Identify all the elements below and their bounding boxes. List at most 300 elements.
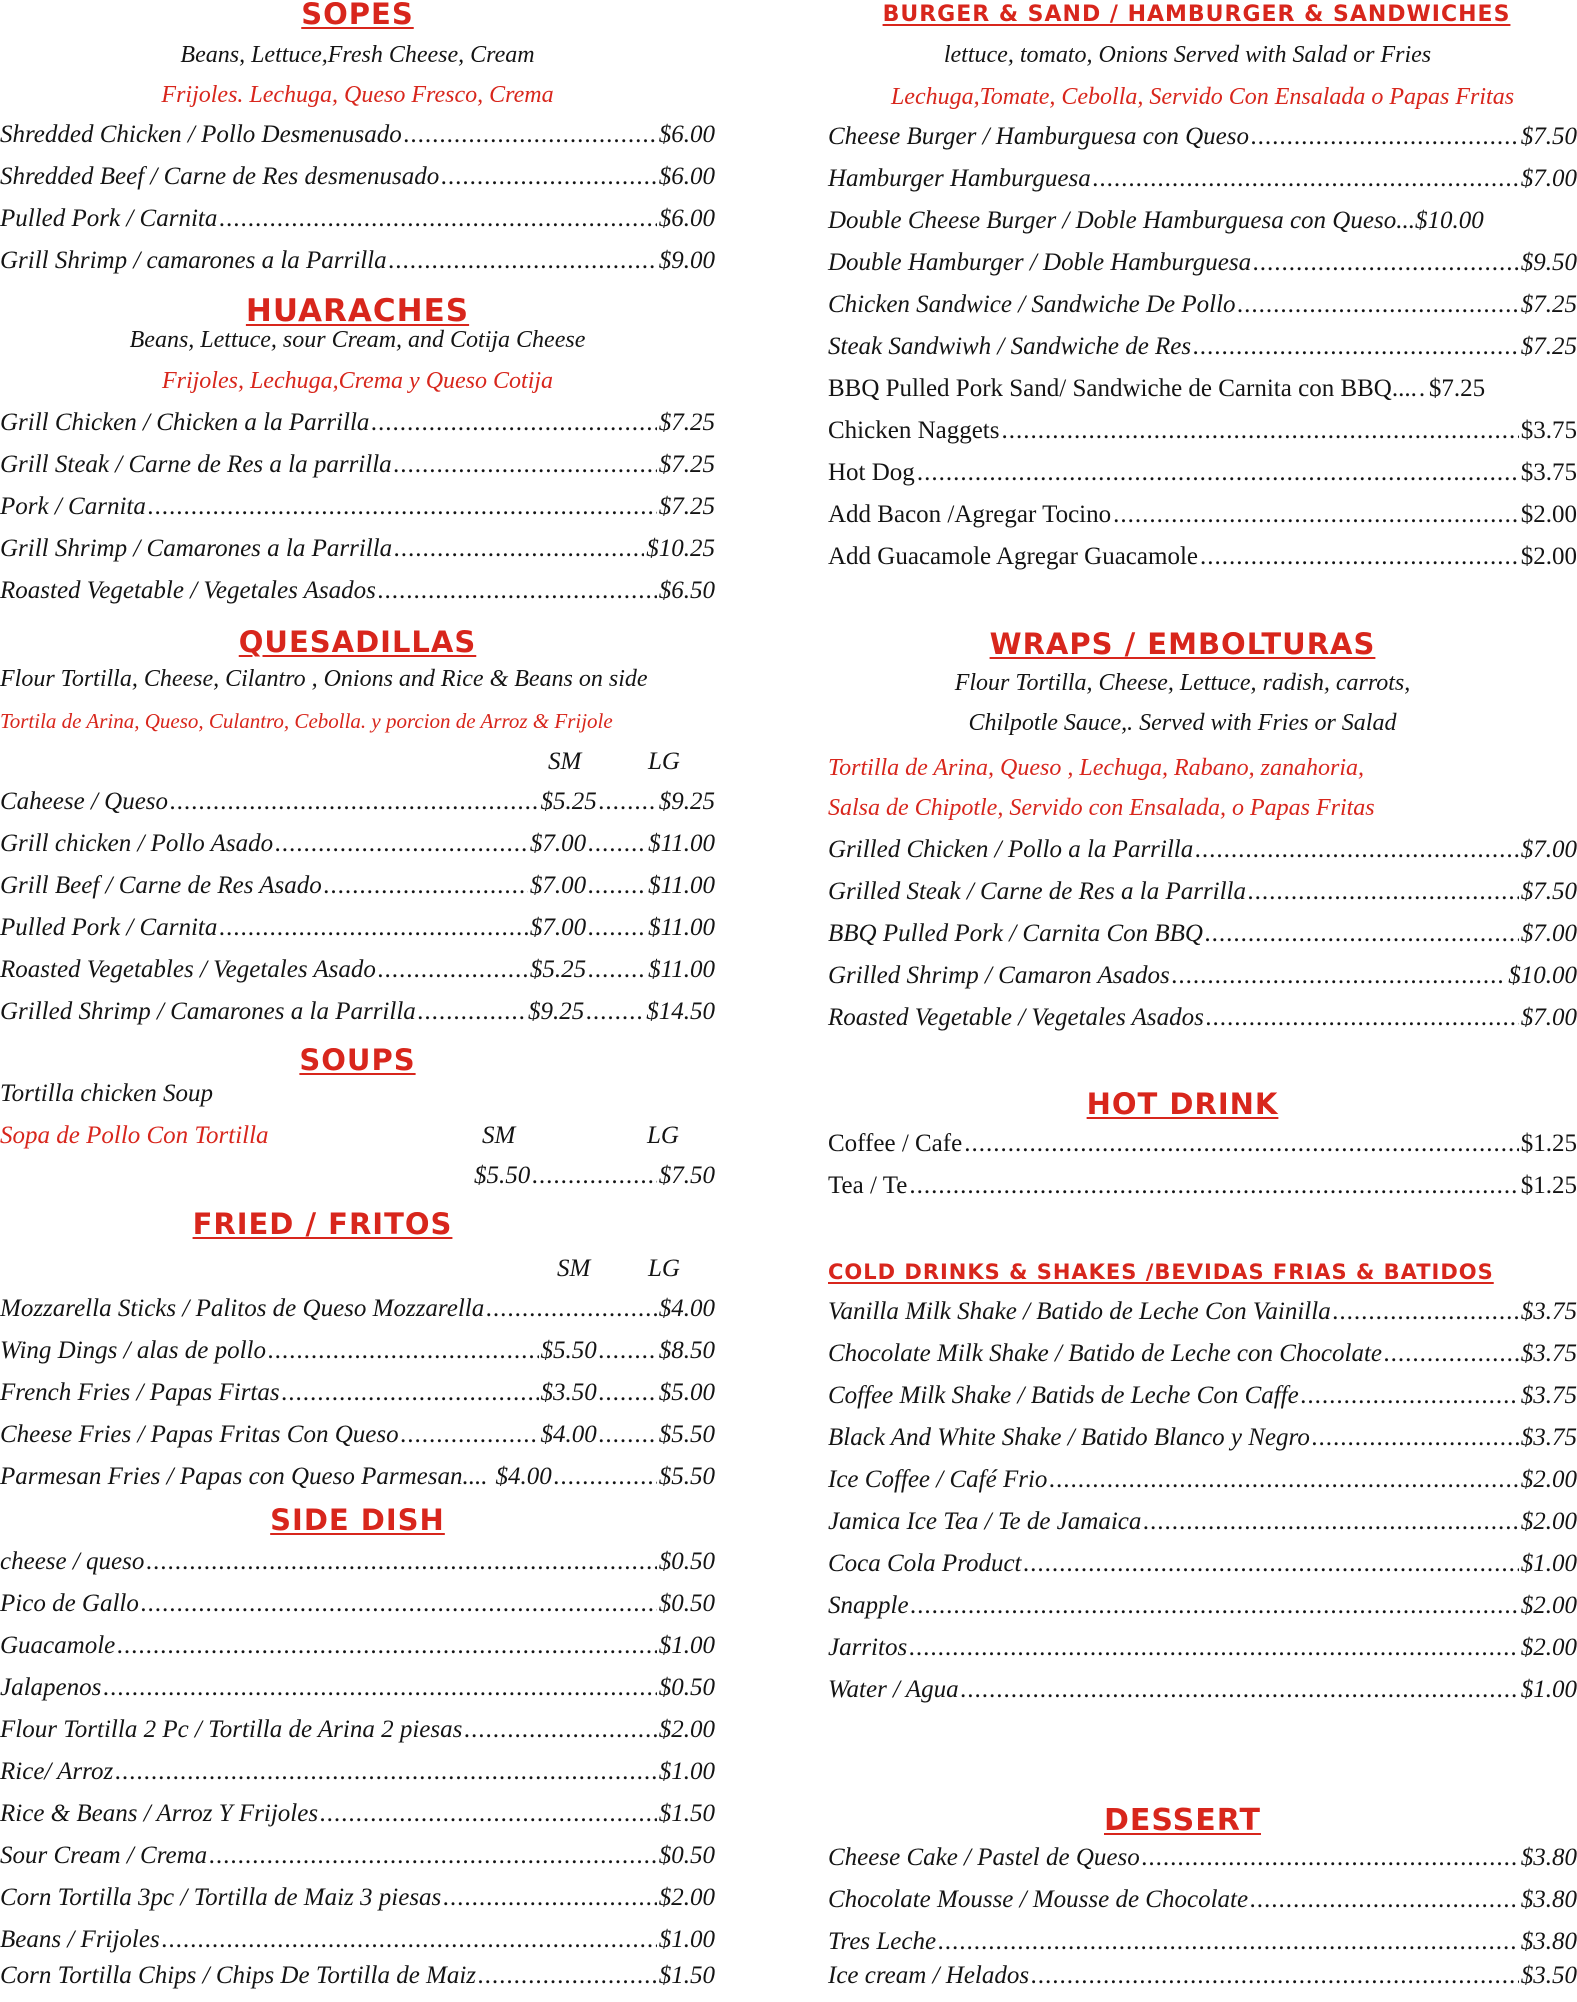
item-name: Grill Chicken / Chicken a la Parrilla: [0, 409, 370, 436]
leader-dots: [554, 1463, 657, 1491]
item-name: Caheese / Queso: [0, 788, 169, 815]
item-price-sm: $5.50: [540, 1337, 597, 1364]
item-name: Ice cream / Helados: [828, 1962, 1030, 1989]
item-name: Chicken Sandwice / Sandwiche De Pollo: [828, 291, 1236, 318]
section-heading-fried: FRIED / FRITOS: [192, 1207, 453, 1241]
item-name: Corn Tortilla 3pc / Tortilla de Maiz 3 piesas: [0, 1884, 442, 1911]
item-price: $10.00: [1508, 962, 1577, 989]
menu-item: [828, 836, 1577, 876]
item-price-sm: $4.00: [540, 1421, 597, 1448]
item-name: Add Bacon /Agregar Tocino: [828, 501, 1112, 528]
leader-dots: [219, 205, 656, 233]
item-price: $2.00: [1520, 1592, 1577, 1619]
menu-item: [0, 205, 715, 245]
menu-item: [828, 417, 1577, 457]
leader-dots: [588, 830, 646, 858]
size-header-lg: LG: [647, 1122, 679, 1149]
leader-dots: [146, 1548, 656, 1576]
item-name: Hot Dog: [828, 459, 915, 486]
leader-dots: [1143, 1508, 1518, 1536]
menu-item: [828, 375, 1577, 415]
item-price-lg: $5.50: [658, 1463, 715, 1490]
item-name: Grill Beef / Carne de Res Asado: [0, 872, 322, 899]
leader-dots: [404, 121, 657, 149]
leader-dots: [917, 459, 1519, 487]
menu-item: [828, 962, 1577, 1002]
leader-dots: [938, 1928, 1519, 1956]
menu-item: [0, 1421, 715, 1461]
size-header-lg: LG: [648, 748, 680, 775]
leader-dots: [1200, 543, 1519, 571]
menu-item: [828, 1886, 1577, 1926]
menu-item: [0, 1379, 715, 1419]
leader-dots: [324, 872, 528, 900]
size-header-sm: SM: [548, 748, 582, 775]
menu-item: [0, 535, 715, 575]
leader-dots: [1384, 1340, 1519, 1368]
leader-dots: [1142, 1844, 1519, 1872]
item-name: Mozzarella Sticks / Palitos de Queso Mozzarella: [0, 1295, 485, 1322]
item-price: $3.75: [1520, 1424, 1577, 1451]
item-price: $1.00: [658, 1926, 715, 1953]
menu-item: [0, 872, 715, 912]
section-heading-side-dish: SIDE DISH: [270, 1503, 445, 1537]
leader-dots: [1195, 836, 1519, 864]
huaraches-desc-es: Frijoles, Lechuga,Crema y Queso Cotija: [161, 368, 554, 394]
menu-item: [828, 1298, 1577, 1338]
item-price: $7.00: [1520, 836, 1577, 863]
item-price-sm: $7.00: [529, 914, 587, 941]
burgers-desc-es: Lechuga,Tomate, Cebolla, Servido Con Ensalada o Papas Fritas: [890, 84, 1515, 110]
item-price: $1.50: [658, 1962, 715, 1989]
leader-dots: [282, 1379, 539, 1407]
item-name: Coffee / Cafe: [828, 1130, 963, 1157]
leader-dots: [586, 998, 644, 1026]
leader-dots: [588, 914, 646, 942]
item-price: $0.50: [658, 1548, 715, 1575]
item-price: $7.25: [1520, 333, 1577, 360]
item-price-sm: $3.50: [540, 1379, 597, 1406]
leader-dots: [532, 1162, 657, 1190]
burgers-desc-en: lettuce, tomato, Onions Served with Salad or Fries: [943, 42, 1432, 68]
leader-dots: [1419, 375, 1427, 403]
item-name: Jamica Ice Tea / Te de Jamaica: [828, 1508, 1142, 1535]
section-heading-quesadillas: QUESADILLAS: [238, 625, 477, 659]
leader-dots: [394, 535, 644, 563]
item-name: Grill chicken / Pollo Asado: [0, 830, 274, 857]
item-price-lg: $5.50: [658, 1421, 715, 1448]
leader-dots: [170, 788, 538, 816]
menu-item: [828, 1004, 1577, 1044]
item-price: $3.75: [1520, 1382, 1577, 1409]
item-name: Tea / Te: [828, 1172, 908, 1199]
item-price: $3.75: [1520, 417, 1577, 444]
leader-dots: [209, 1842, 657, 1870]
leader-dots: [148, 493, 657, 521]
leader-dots: [1251, 123, 1519, 151]
item-name: Wing Dings / alas de pollo: [0, 1337, 266, 1364]
leader-dots: [964, 1130, 1519, 1158]
menu-item: [828, 291, 1577, 331]
item-price: $7.50: [1520, 123, 1577, 150]
item-price: $0.50: [658, 1590, 715, 1617]
leader-dots: [588, 872, 646, 900]
item-price: $6.00: [658, 205, 715, 232]
menu-item: [0, 998, 715, 1038]
item-name: Shredded Chicken / Pollo Desmenusado: [0, 121, 402, 148]
menu-item: [828, 1634, 1577, 1674]
leader-dots: [117, 1632, 657, 1660]
menu-item: [0, 1758, 715, 1798]
leader-dots: [599, 788, 657, 816]
item-price-lg: $11.00: [648, 830, 715, 857]
item-name: Cheese Cake / Pastel de Queso: [828, 1844, 1140, 1871]
item-price: $2.00: [1520, 501, 1577, 528]
item-name: BBQ Pulled Pork / Carnita Con BBQ: [828, 920, 1203, 947]
leader-dots: [320, 1800, 657, 1828]
item-price-lg: $11.00: [648, 872, 715, 899]
menu-item: [0, 1800, 715, 1840]
sopes-desc-en: Beans, Lettuce,Fresh Cheese, Cream: [180, 42, 535, 68]
menu-item: [828, 459, 1577, 499]
item-price: $2.00: [1520, 543, 1577, 570]
item-name: Parmesan Fries / Papas con Queso Parmesan....: [0, 1463, 488, 1490]
section-heading-hot-drink: HOT DRINK: [1086, 1087, 1279, 1121]
item-name: Sour Cream / Crema: [0, 1842, 208, 1869]
size-header-sm: SM: [557, 1255, 591, 1282]
item-price: $7.00: [1520, 920, 1577, 947]
leader-dots: [162, 1926, 657, 1954]
item-price-lg: $8.50: [658, 1337, 715, 1364]
item-price: $0.50: [658, 1674, 715, 1701]
item-price: $10.00: [1414, 207, 1484, 234]
leader-dots: [1238, 291, 1519, 319]
leader-dots: [478, 1962, 657, 1990]
leader-dots: [1049, 1466, 1518, 1494]
item-price: $7.50: [1520, 878, 1577, 905]
menu-item: [0, 1884, 715, 1924]
sopes-desc-es: Frijoles. Lechuga, Queso Fresco, Crema: [161, 82, 554, 108]
item-price: $3.80: [1520, 1886, 1577, 1913]
menu-item: [828, 920, 1577, 960]
item-price: $10.25: [646, 535, 715, 562]
item-price: $3.75: [1520, 1298, 1577, 1325]
item-price: $3.80: [1520, 1928, 1577, 1955]
wraps-desc-es-1: Tortilla de Arina, Queso , Lechuga, Rabano, zanahoria,: [828, 755, 1365, 781]
section-heading-cold-drinks: COLD DRINKS & SHAKES /BEVIDAS FRIAS & BATIDOS: [828, 1260, 1494, 1284]
menu-item: [828, 123, 1577, 163]
item-price: $1.00: [1520, 1676, 1577, 1703]
soup-name-es: Sopa de Pollo Con Tortilla: [0, 1122, 269, 1149]
item-name: Water / Agua: [828, 1676, 959, 1703]
item-name: Roasted Vegetables / Vegetales Asado: [0, 956, 376, 983]
quesadillas-desc-en: Flour Tortilla, Cheese, Cilantro , Onions and Rice & Beans on side: [0, 666, 648, 692]
item-name: Grilled Shrimp / Camaron Asados: [828, 962, 1170, 989]
menu-item: [0, 409, 715, 449]
section-heading-dessert: DESSERT: [1104, 1803, 1261, 1838]
leader-dots: [599, 1379, 657, 1407]
menu-item: [0, 788, 715, 828]
item-name: BBQ Pulled Pork Sand/ Sandwiche de Carnita con BBQ....: [828, 375, 1417, 402]
leader-dots: [268, 1337, 539, 1365]
item-name: Grilled Steak / Carne de Res a la Parrilla: [828, 878, 1247, 905]
item-name: Grill Shrimp / Camarones a la Parrilla: [0, 535, 393, 562]
item-name: Pulled Pork / Carnita: [0, 914, 218, 941]
item-name: Coffee Milk Shake / Batids de Leche Con Caffe: [828, 1382, 1299, 1409]
item-price-lg: $7.50: [658, 1162, 715, 1189]
menu-item: [0, 247, 715, 287]
item-price-lg: $11.00: [648, 956, 715, 983]
item-name: Add Guacamole Agregar Guacamole: [828, 543, 1198, 570]
huaraches-desc-en: Beans, Lettuce, sour Cream, and Cotija Cheese: [129, 327, 586, 353]
item-price: $1.00: [658, 1758, 715, 1785]
item-name: Grill Steak / Carne de Res a la parrilla: [0, 451, 392, 478]
size-header-sm: SM: [482, 1122, 516, 1149]
menu-item: [828, 543, 1577, 583]
item-name: Double Cheese Burger / Doble Hamburguesa con Queso...: [828, 207, 1415, 234]
item-price-sm: $5.25: [529, 956, 587, 983]
item-name: Guacamole: [0, 1632, 116, 1659]
leader-dots: [378, 577, 657, 605]
menu-item: [0, 121, 715, 161]
leader-dots: [1193, 333, 1519, 361]
item-name: Flour Tortilla 2 Pc / Tortilla de Arina 2 piesas: [0, 1716, 463, 1743]
section-heading-burgers: BURGER & SAND / HAMBURGER & SANDWICHES: [882, 2, 1511, 27]
wraps-desc-es-2: Salsa de Chipotle, Servido con Ensalada, o Papas Fritas: [828, 795, 1375, 821]
item-name: Rice/ Arroz: [0, 1758, 114, 1785]
menu-item: [0, 1926, 715, 1966]
section-heading-sopes: SOPES: [301, 0, 414, 31]
leader-dots: [1031, 1962, 1519, 1990]
leader-dots: [1253, 249, 1519, 277]
item-price-lg: $4.00: [658, 1295, 715, 1322]
item-price: $7.25: [658, 493, 715, 520]
leader-dots: [1301, 1382, 1519, 1410]
item-price: $7.00: [1520, 165, 1577, 192]
menu-item: [828, 878, 1577, 918]
menu-item: [828, 1962, 1577, 2002]
item-name: Vanilla Milk Shake / Batido de Leche Con Vainilla: [828, 1298, 1331, 1325]
item-price: $1.00: [658, 1632, 715, 1659]
leader-dots: [389, 247, 657, 275]
leader-dots: [418, 998, 526, 1026]
wraps-desc-en-1: Flour Tortilla, Cheese, Lettuce, radish, carrots,: [954, 670, 1411, 696]
item-price-lg: $5.00: [658, 1379, 715, 1406]
item-name: cheese / queso: [0, 1548, 145, 1575]
item-name: Hamburger Hamburguesa: [828, 165, 1091, 192]
menu-item: [0, 956, 715, 996]
leader-dots: [103, 1674, 656, 1702]
item-price: $2.00: [1520, 1466, 1577, 1493]
leader-dots: [1024, 1550, 1519, 1578]
leader-dots: [1001, 417, 1518, 445]
menu-item: [0, 451, 715, 491]
item-name: Pork / Carnita: [0, 493, 146, 520]
size-header-lg: LG: [648, 1255, 680, 1282]
item-name: Jarritos: [828, 1634, 908, 1661]
item-name: Cheese Fries / Papas Fritas Con Queso: [0, 1421, 399, 1448]
leader-dots: [1205, 920, 1519, 948]
item-price: $3.50: [1520, 1962, 1577, 1989]
leader-dots: [599, 1421, 657, 1449]
menu-item: [828, 207, 1577, 247]
item-name: Roasted Vegetable / Vegetales Asados: [0, 577, 376, 604]
item-price: $6.50: [658, 577, 715, 604]
menu-item: [0, 1716, 715, 1756]
item-price: $7.25: [1520, 291, 1577, 318]
soup-name-en: Tortilla chicken Soup: [0, 1080, 213, 1107]
item-name: Chicken Naggets: [828, 417, 1000, 444]
menu-item: [828, 1592, 1577, 1632]
item-price: $1.25: [1520, 1130, 1577, 1157]
item-name: Grilled Shrimp / Camarones a la Parrilla: [0, 998, 416, 1025]
leader-dots: [1248, 878, 1519, 906]
menu-item: [828, 1676, 1577, 1716]
item-name: Chocolate Mousse / Mousse de Chocolate: [828, 1886, 1249, 1913]
item-name: Ice Coffee / Café Frio: [828, 1466, 1048, 1493]
item-price: $3.75: [1520, 459, 1577, 486]
item-price: $2.00: [658, 1716, 715, 1743]
menu-item: [828, 165, 1577, 205]
item-price-sm: $9.25: [528, 998, 585, 1025]
leader-dots: [909, 1172, 1518, 1200]
item-price-lg: $14.50: [646, 998, 715, 1025]
item-price-sm: $7.00: [529, 830, 587, 857]
item-price: $7.25: [658, 451, 715, 478]
leader-dots: [441, 163, 657, 191]
menu-item: [828, 333, 1577, 373]
leader-dots: [909, 1634, 1519, 1662]
item-price-sm: $5.25: [540, 788, 597, 815]
leader-dots: [401, 1421, 539, 1449]
item-name: Pulled Pork / Carnita: [0, 205, 218, 232]
leader-dots: [588, 956, 646, 984]
leader-dots: [115, 1758, 657, 1786]
leader-dots: [378, 956, 528, 984]
menu-item: [828, 1466, 1577, 1506]
item-name: Pico de Gallo: [0, 1590, 139, 1617]
item-name: Shredded Beef / Carne de Res desmenusado: [0, 163, 440, 190]
menu-item: [0, 1842, 715, 1882]
item-price: $7.25: [1428, 375, 1486, 402]
item-name: Double Hamburger / Doble Hamburguesa: [828, 249, 1252, 276]
menu-item: [828, 1424, 1577, 1464]
menu-item: [828, 1382, 1577, 1422]
item-price-sm: $7.00: [529, 872, 587, 899]
leader-dots: [1250, 1886, 1519, 1914]
leader-dots: [1113, 501, 1519, 529]
leader-dots: [443, 1884, 656, 1912]
item-name: Grilled Chicken / Pollo a la Parrilla: [828, 836, 1194, 863]
item-price-lg: $9.25: [658, 788, 715, 815]
item-price: $3.75: [1520, 1340, 1577, 1367]
leader-dots: [275, 830, 528, 858]
leader-dots: [961, 1676, 1519, 1704]
item-name: Grill Shrimp / camarones a la Parrilla: [0, 247, 387, 274]
menu-item: [828, 1172, 1577, 1212]
item-price: $7.00: [1520, 1004, 1577, 1031]
item-price: $2.00: [1520, 1634, 1577, 1661]
item-name: Steak Sandwiwh / Sandwiche de Res: [828, 333, 1192, 360]
item-price: $1.25: [1520, 1172, 1577, 1199]
item-price: $9.00: [658, 247, 715, 274]
leader-dots: [1172, 962, 1507, 990]
menu-item: [0, 577, 715, 617]
leader-dots: [1312, 1424, 1519, 1452]
menu-item: [828, 1340, 1577, 1380]
menu-item: [828, 1844, 1577, 1884]
leader-dots: [141, 1590, 657, 1618]
item-name: Tres Leche: [828, 1928, 937, 1955]
menu-item: [0, 1674, 715, 1714]
item-price-lg: $11.00: [648, 914, 715, 941]
quesadillas-desc-es: Tortila de Arina, Queso, Culantro, Cebolla. y porcion de Arroz & Frijole: [0, 709, 613, 733]
menu-item: [0, 1548, 715, 1588]
item-price-sm: $5.50: [474, 1162, 531, 1189]
menu-item: [828, 1130, 1577, 1170]
section-heading-huaraches: HUARACHES: [245, 293, 470, 329]
leader-dots: [1206, 1004, 1519, 1032]
menu-item: [828, 501, 1577, 541]
menu-item: [0, 1962, 715, 2002]
item-price: $7.25: [658, 409, 715, 436]
menu-item: [828, 1508, 1577, 1548]
item-price-sm: $4.00: [495, 1463, 552, 1490]
leader-dots: [911, 1592, 1519, 1620]
item-price: $6.00: [658, 121, 715, 148]
leader-dots: [464, 1716, 656, 1744]
item-price: $2.00: [1520, 1508, 1577, 1535]
item-name: Black And White Shake / Batido Blanco y Negro: [828, 1424, 1310, 1451]
soup-prices: [474, 1162, 715, 1202]
item-name: Roasted Vegetable / Vegetales Asados: [828, 1004, 1204, 1031]
leader-dots: [371, 409, 656, 437]
leader-dots: [599, 1337, 657, 1365]
menu-item: [0, 1590, 715, 1630]
menu-item: [0, 1632, 715, 1672]
menu-item: [0, 1463, 715, 1503]
menu-item: [828, 1550, 1577, 1590]
menu-item: [0, 1337, 715, 1377]
section-heading-soups: SOUPS: [299, 1043, 416, 1077]
menu-item: [828, 249, 1577, 289]
item-name: Jalapenos: [0, 1674, 102, 1701]
menu-item: [0, 493, 715, 533]
item-price: $2.00: [658, 1884, 715, 1911]
leader-dots: [486, 1295, 657, 1323]
item-price: $1.50: [658, 1800, 715, 1827]
wraps-desc-en-2: Chilpotle Sauce,. Served with Fries or Salad: [968, 710, 1397, 736]
leader-dots: [394, 451, 657, 479]
item-name: Coca Cola Product: [828, 1550, 1022, 1577]
item-name: Chocolate Milk Shake / Batido de Leche con Chocolate: [828, 1340, 1383, 1367]
item-price: $6.00: [658, 163, 715, 190]
leader-dots: [1093, 165, 1519, 193]
item-name: Snapple: [828, 1592, 909, 1619]
item-name: Rice & Beans / Arroz Y Frijoles: [0, 1800, 319, 1827]
item-price: $0.50: [658, 1842, 715, 1869]
menu-item: [0, 1295, 715, 1335]
menu-item: [0, 830, 715, 870]
leader-dots: [1333, 1298, 1519, 1326]
item-price: $3.80: [1520, 1844, 1577, 1871]
menu-item: [0, 163, 715, 203]
menu-item: [0, 914, 715, 954]
item-name: Cheese Burger / Hamburguesa con Queso: [828, 123, 1249, 150]
item-price: $9.50: [1520, 249, 1577, 276]
item-name: Beans / Frijoles: [0, 1926, 160, 1953]
section-heading-wraps: WRAPS / EMBOLTURAS: [989, 627, 1376, 661]
